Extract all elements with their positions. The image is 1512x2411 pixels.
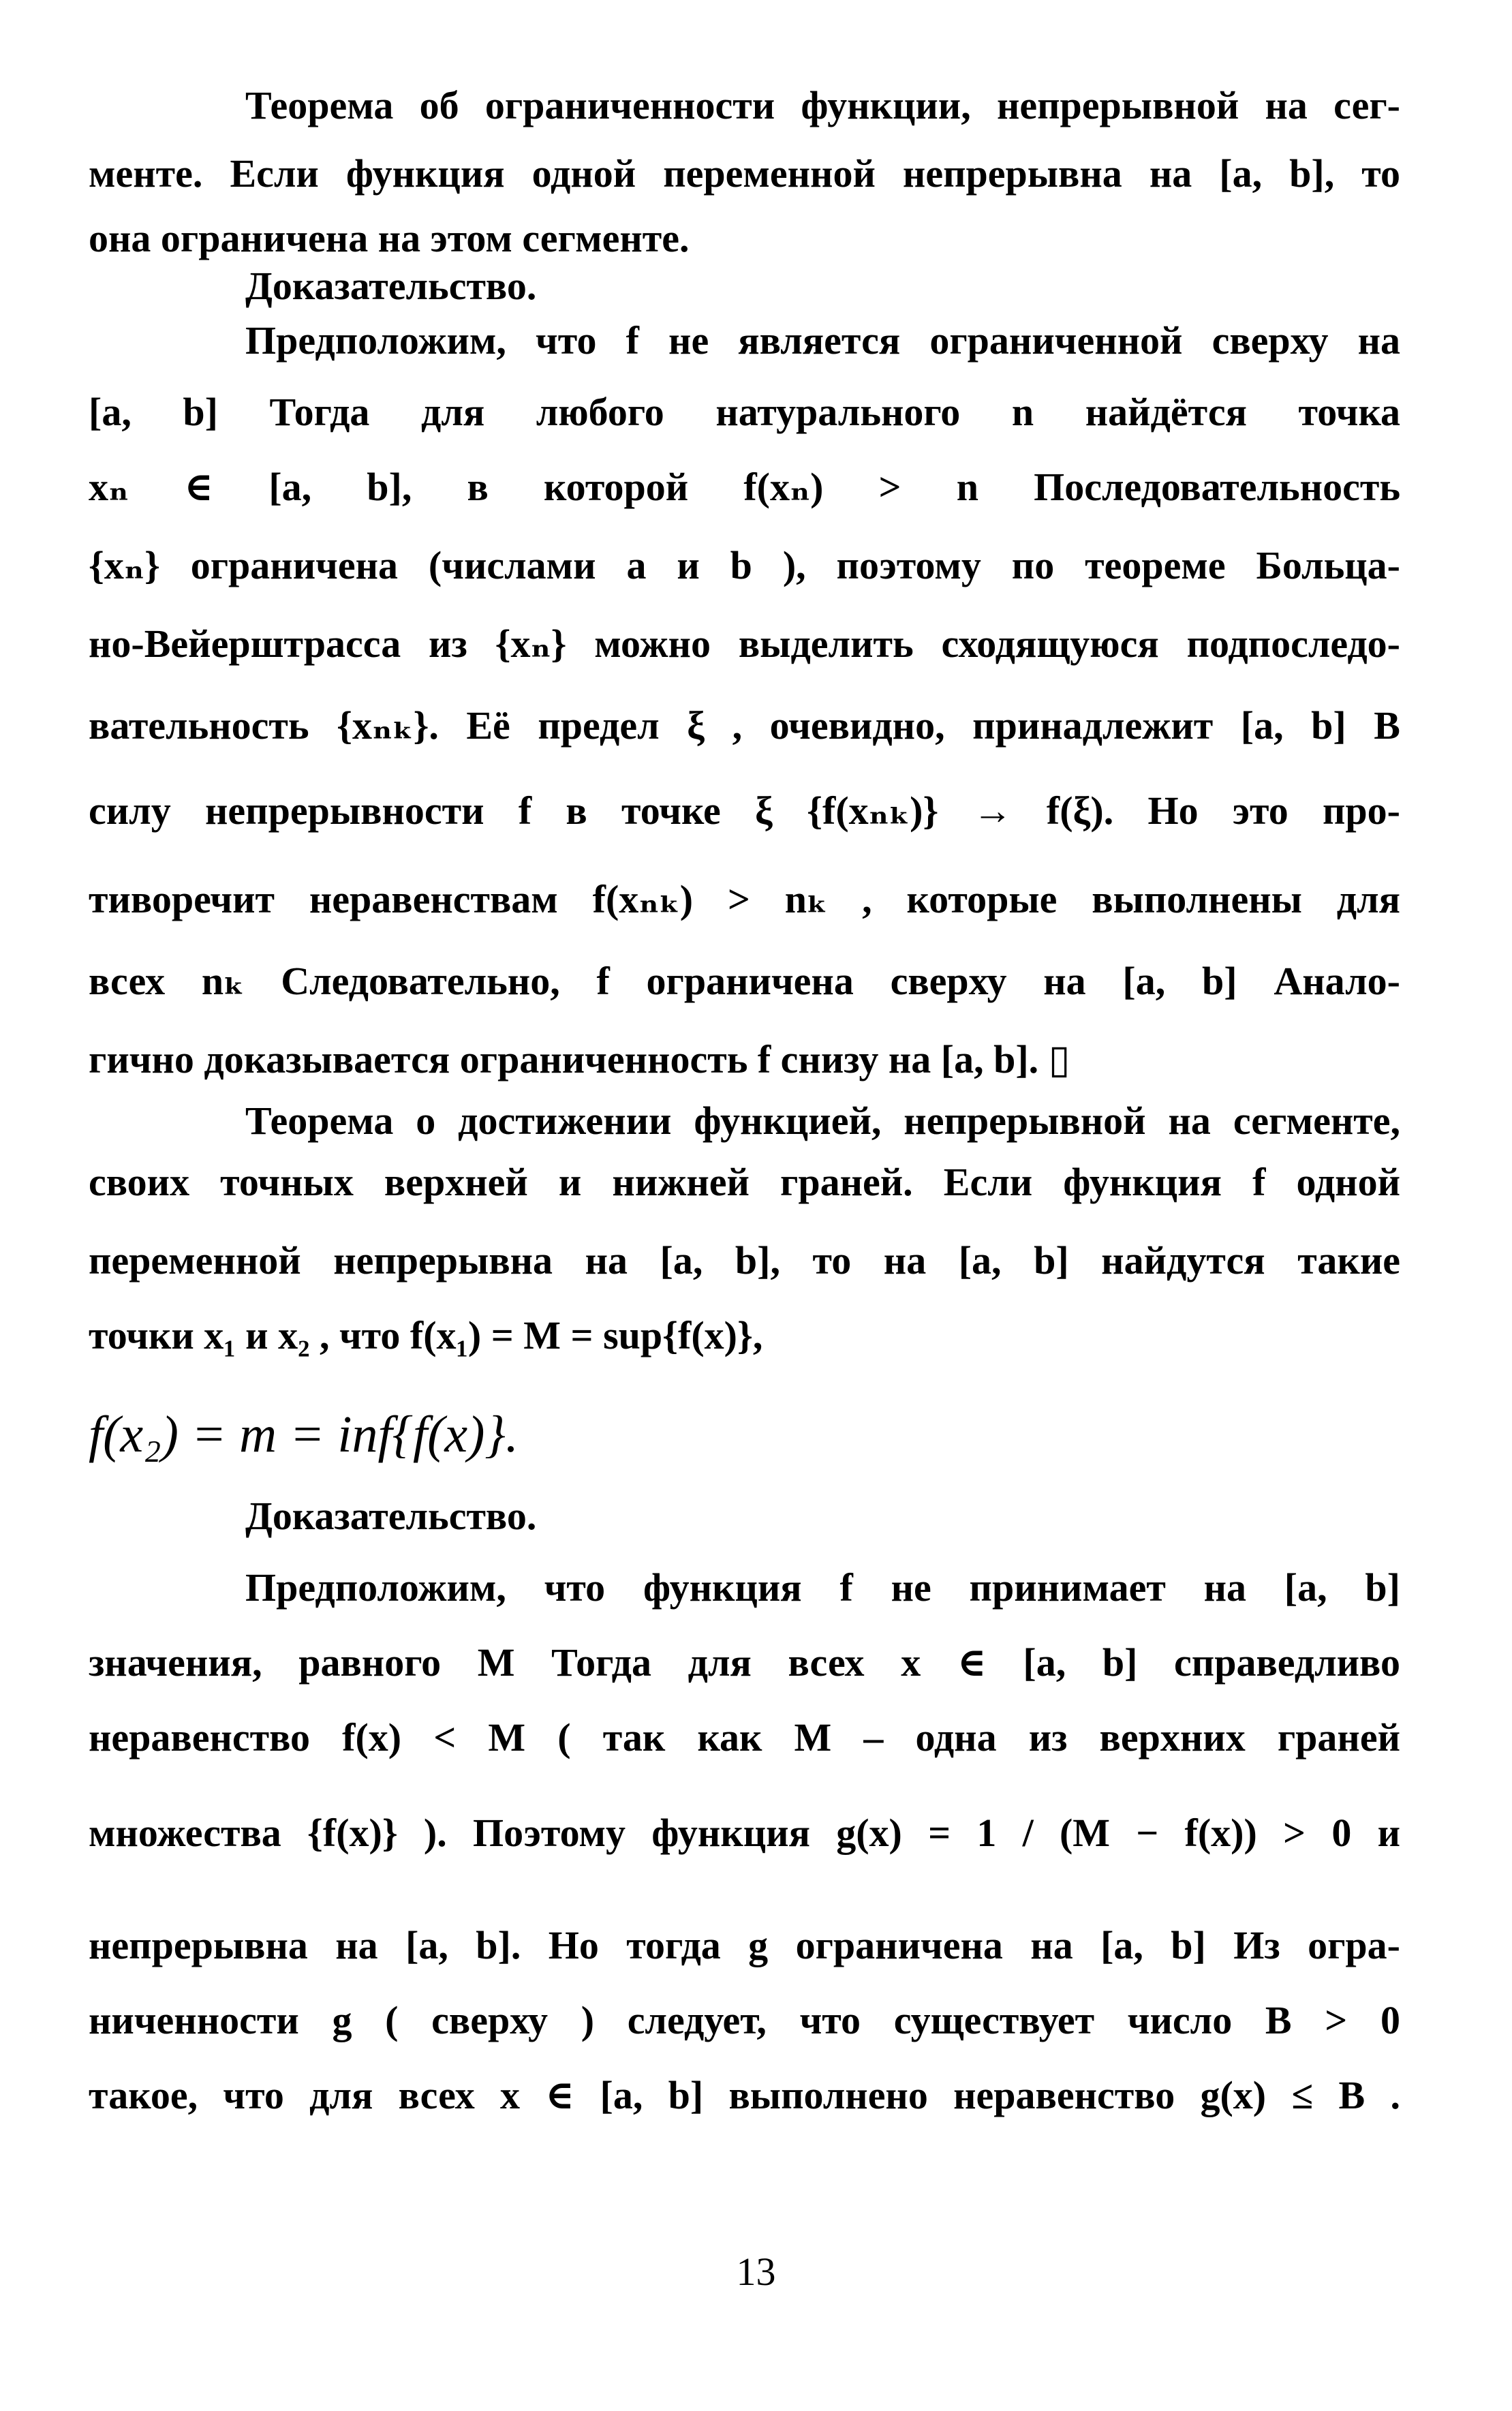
text-line: менте. Если функция одной переменной непрерывна на [a, b], то	[89, 151, 1400, 196]
formula-line: точки x₁ и x₂ , что f(x₁) = M = sup{f(x)},	[89, 1313, 763, 1357]
text-line: Предположим, что f не является ограниченной сверху на	[245, 318, 1400, 363]
text-line: [a, b] Тогда для любого натурального n найдётся точка	[89, 390, 1400, 434]
text-line: непрерывна на [a, b]. Но тогда g ограничена на [a, b] Из огра-	[89, 1923, 1400, 1967]
proof-heading: Доказательство.	[245, 264, 537, 308]
text-line: гично доказывается ограниченность f снизу на [a, b]. ▯	[89, 1037, 1070, 1081]
proof-heading: Доказательство.	[245, 1494, 537, 1538]
text-line: неравенство f(x) < M ( так как M – одна из верхних граней	[89, 1715, 1400, 1760]
text-line: она ограничена на этом сегменте.	[89, 216, 690, 260]
text-line: значения, равного M Тогда для всех x ∈ [a, b] справедливо	[89, 1640, 1400, 1685]
theorem-boundedness-heading: Теорема об ограниченности функции, непрерывной на сег-	[245, 83, 1400, 127]
text-line: своих точных верхней и нижней граней. Если функция f одной	[89, 1160, 1400, 1204]
text-line: такое, что для всех x ∈ [a, b] выполнено неравенство g(x) ≤ B .	[89, 2073, 1400, 2117]
text-line: Предположим, что функция f не принимает на [a, b]	[245, 1565, 1400, 1610]
text-line: {xₙ} ограничена (числами a и b ), поэтому по теореме Больца-	[89, 543, 1400, 587]
text-line: ниченности g ( сверху ) следует, что существует число B > 0	[89, 1998, 1400, 2042]
text-line: но-Вейерштрасса из {xₙ} можно выделить сходящуюся подпоследо-	[89, 621, 1400, 666]
text-line: переменной непрерывна на [a, b], то на [a, b] найдутся такие	[89, 1238, 1400, 1283]
page-number: 13	[736, 2249, 776, 2294]
text-line: силу непрерывности f в точке ξ {f(xₙₖ)} → f(ξ). Но это про-	[89, 788, 1400, 833]
text-line: xₙ ∈ [a, b], в которой f(xₙ) > n Последовательность	[89, 465, 1400, 509]
text-line: вательность {xₙₖ}. Её предел ξ , очевидно, принадлежит [a, b] В	[89, 703, 1400, 748]
formula-line: множества {f(x)} ). Поэтому функция g(x) = 1 / (M − f(x)) > 0 и	[89, 1811, 1400, 1855]
text-line: тиворечит неравенствам f(xₙₖ) > nₖ , которые выполнены для	[89, 877, 1400, 921]
formula-inf: f(x₂) = m = inf{f(x)}.	[89, 1406, 519, 1463]
theorem-extrema-heading: Теорема о достижении функцией, непрерывной на сегменте,	[245, 1099, 1400, 1143]
text-line: всех nₖ Следовательно, f ограничена сверху на [a, b] Анало-	[89, 959, 1400, 1003]
